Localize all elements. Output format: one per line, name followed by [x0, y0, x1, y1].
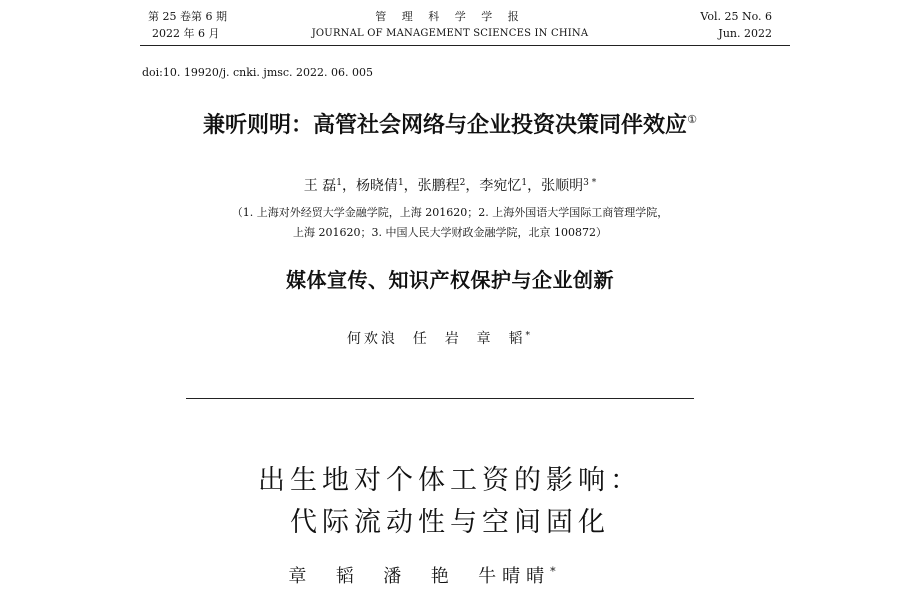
author-affiliation-mark: 1 [397, 178, 404, 188]
paper3-authors [0, 562, 850, 588]
journal-volume-en: Vol. 25 No. 6 [700, 10, 772, 23]
paper1-title [0, 108, 900, 139]
author-affiliation-mark: 1 [521, 178, 528, 188]
doi-line: doi:10. 19920/j. cnki. jmsc. 2022. 06. 005 [142, 66, 374, 79]
corresponding-author-mark: * [525, 331, 534, 341]
paper1-authors [0, 175, 900, 195]
paper1-affiliation-line-2: 上海 201620；3. 中国人民大学财政金融学院，北京 100872） [293, 226, 607, 239]
author-name: 王 磊 [303, 178, 337, 194]
journal-date-cn: 2022 年 6 月 [152, 27, 220, 40]
journal-name-en: JOURNAL OF MANAGEMENT SCIENCES IN CHINA [311, 28, 589, 39]
paper1-affiliation-line-1: （1. 上海对外经贸大学金融学院，上海 201620；2. 上海外国语大学国际工商管理学院， [231, 206, 669, 219]
paper1-title-text: 兼听则明：高管社会网络与企业投资决策同伴效应 [203, 113, 688, 138]
paper3-authors-text: 章 韬 潘 艳 牛晴晴 [288, 566, 551, 587]
journal-name-cn: 管 理 科 学 学 报 [375, 10, 525, 23]
paper2-authors-text: 何欢浪 任 岩 章 韬 [346, 331, 526, 347]
author-separator: ， [527, 178, 542, 194]
author-separator: ， [465, 178, 480, 194]
author-affiliation-mark: 3 * [583, 178, 597, 188]
paper2-authors [0, 328, 880, 348]
author-name: 张鹏程 [417, 178, 460, 194]
author-name: 李宛忆 [479, 178, 522, 194]
author-name: 张顺明 [541, 178, 584, 194]
paper3-title-line-2: 代际流动性与空间固化 [290, 507, 610, 538]
author-separator: ， [341, 178, 356, 194]
author-affiliation-mark: 1 [336, 178, 342, 188]
corresponding-author-mark: * [550, 565, 562, 578]
journal-volume-info-en [700, 8, 772, 42]
author-affiliation-mark: 2 [459, 178, 466, 188]
paper3-title-line-1: 出生地对个体工资的影响： [258, 465, 642, 496]
author-name: 杨晓倩 [355, 178, 398, 194]
journal-date-en: Jun. 2022 [718, 27, 772, 40]
paper1-title-footnote-mark: ① [687, 113, 697, 126]
journal-volume-issue: 第 25 卷第 6 期 [148, 10, 227, 23]
author-separator: ， [403, 178, 418, 194]
header-divider [140, 45, 790, 46]
section-divider [186, 398, 694, 399]
paper2-title: 媒体宣传、知识产权保护与企业创新 [286, 268, 614, 292]
